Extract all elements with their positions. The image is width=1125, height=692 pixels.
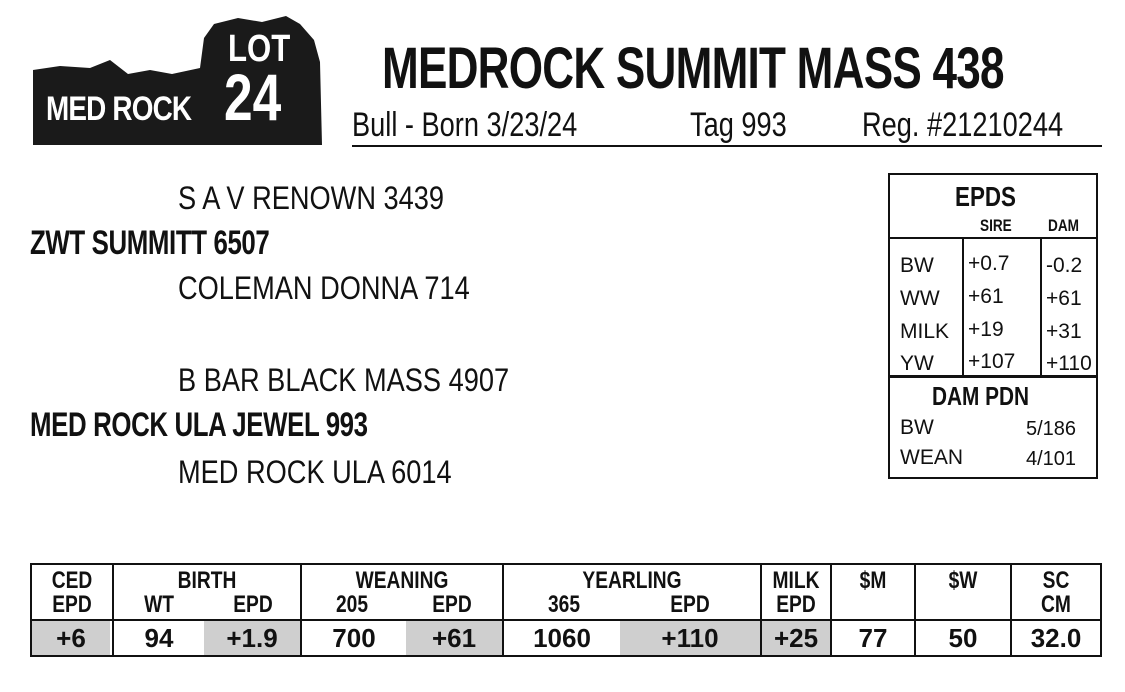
epd-sire-value: +61 [968,285,1004,308]
sire-sire: S A V RENOWN 3439 [178,180,445,216]
val-dollar-w: 50 [948,623,978,653]
val-dollar-m: 77 [858,623,888,653]
col-sc [1010,565,1100,655]
tag-info: Tag 993 [690,106,787,144]
col-ced [32,565,112,655]
col-dollar-w [914,565,1010,655]
col-birth [112,565,300,655]
pdn-value: 4/101 [1026,448,1077,470]
epd-dam-value: +61 [1046,287,1082,310]
pdn-divider [890,375,1096,378]
dam: MED ROCK ULA JEWEL 993 [30,406,368,444]
val-wean-epd: +61 [406,621,502,655]
th-dollar-m: $M [859,567,887,594]
brand-name: MED ROCK [46,90,192,128]
th-milk-epd: EPD [776,591,816,618]
th-dollar-w: $W [948,567,978,594]
epd-row-label: YW [900,352,934,375]
dam-dam: MED ROCK ULA 6014 [178,454,452,490]
epd-sire-value: +107 [968,350,1016,373]
registration-info: Reg. #21210244 [862,106,1064,144]
th-birth-epd: EPD [233,591,273,618]
th-wean-epd: EPD [432,591,472,618]
epds-title: EPDS [954,181,1016,212]
animal-info-line [352,105,1102,147]
val-birth-wt: 94 [144,623,174,653]
val-year-epd: +110 [620,621,760,655]
dam-sire: B BAR BLACK MASS 4907 [178,362,510,398]
pdn-label: BW [900,416,934,439]
epd-sire-value: +19 [968,318,1004,341]
epds-col-divider-2 [1040,237,1042,375]
epd-row-label: WW [900,287,940,310]
epds-col-divider-1 [962,237,964,375]
th-milk: MILK [772,567,820,594]
epd-dam-value: +110 [1046,352,1092,375]
col-yearling [502,565,760,655]
pdn-label: WEAN [900,446,963,469]
val-wean-205: 700 [332,623,376,653]
th-weaning: WEANING [355,567,449,594]
th-ced-epd: EPD [52,591,92,618]
val-year-365: 1060 [533,623,591,653]
epd-box [888,173,1098,479]
val-ced-epd: +6 [32,621,110,655]
epd-dam-value: -0.2 [1046,254,1083,277]
col-weaning [300,565,502,655]
epds-dam-header: DAM [1048,216,1079,235]
epd-sire-value: +0.7 [968,252,1010,275]
lot-label: LOT [228,28,291,70]
th-sc-cm: CM [1041,591,1071,618]
sire: ZWT SUMMITT 6507 [30,224,270,262]
sire-dam: COLEMAN DONNA 714 [178,270,470,306]
epd-dam-value: +31 [1046,320,1082,343]
col-milk [760,565,830,655]
birth-info: Bull - Born 3/23/24 [352,106,578,144]
th-birth: BIRTH [177,567,237,594]
dam-pdn-title: DAM PDN [932,381,1030,411]
performance-table [30,563,1102,657]
animal-name-title: MEDROCK SUMMIT MASS 438 [382,36,1004,101]
epds-sire-header: SIRE [980,216,1012,235]
epds-header-divider [890,237,1096,239]
epd-row-label: BW [900,254,934,277]
th-year-epd: EPD [670,591,710,618]
th-wean-205: 205 [335,591,369,618]
epd-row-label: MILK [900,320,950,343]
th-sc: SC [1042,567,1070,594]
col-dollar-m [830,565,914,655]
th-yearling: YEARLING [582,567,682,594]
th-ced: CED [51,567,93,594]
lot-badge [0,0,330,150]
val-sc-cm: 32.0 [1030,623,1082,653]
val-milk-epd: +25 [762,621,830,655]
lot-number: 24 [224,60,282,134]
th-year-365: 365 [547,591,581,618]
val-birth-epd: +1.9 [204,621,300,655]
th-birth-wt: WT [144,591,174,618]
pdn-value: 5/186 [1026,418,1077,440]
